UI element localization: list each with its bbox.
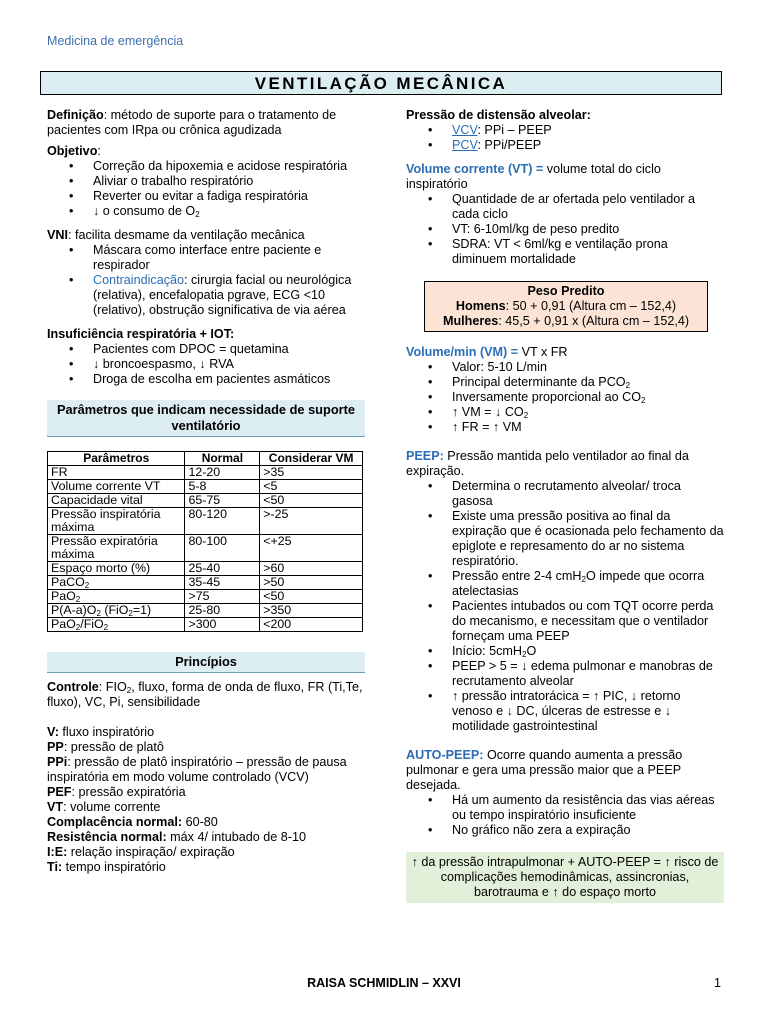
term: VT bbox=[47, 800, 64, 814]
list-item: • Há um aumento da resistência das vias aéreas ou tempo inspiratório insuficiente bbox=[406, 793, 724, 823]
list-item: • Valor: 5-10 L/min bbox=[406, 360, 724, 375]
list-item: • SDRA: VT < 6ml/kg e ventilação prona diminuem mortalidade bbox=[406, 237, 724, 267]
table-cell: 12-20 bbox=[185, 466, 260, 480]
list-item-text: O impede que ocorra atelectasias bbox=[452, 569, 705, 598]
list-item: • Existe uma pressão positiva ao final da expiração que é ocasionada pelo fechamento da epiglote e represamento do ar no sistema respiratório. bbox=[406, 509, 724, 569]
minute-volume-list bbox=[406, 360, 724, 435]
subscript: 2 bbox=[84, 581, 90, 590]
table-cell: >300 bbox=[185, 618, 260, 632]
table-cell bbox=[48, 618, 185, 632]
vni-paragraph bbox=[47, 228, 365, 243]
list-item bbox=[47, 204, 365, 219]
control-text: : FIO bbox=[98, 680, 127, 694]
women-formula: : 45,5 + 0,91 x (Altura cm – 152,4) bbox=[498, 314, 690, 328]
peep-label: PEEP: bbox=[406, 449, 444, 463]
term-text: máx 4/ intubado de 8-10 bbox=[166, 830, 307, 844]
definition-line bbox=[47, 830, 365, 845]
list-item: • Determina o recrutamento alveolar/ troca gasosa bbox=[406, 479, 724, 509]
page-title: VENTILAÇÃO MECÂNICA bbox=[40, 71, 722, 95]
table-row bbox=[48, 590, 363, 604]
ir-list bbox=[47, 342, 365, 387]
cell-text: PaO bbox=[51, 589, 76, 603]
list-item-text: Inversamente proporcional ao CO bbox=[452, 390, 642, 404]
list-item-text: ↓ o consumo de O bbox=[93, 204, 196, 218]
table-cell: Pressão inspiratória máxima bbox=[48, 508, 185, 535]
vcv-link[interactable]: VCV bbox=[452, 123, 478, 137]
women-label: Mulheres bbox=[442, 314, 499, 328]
list-item bbox=[406, 644, 724, 659]
predicted-weight-title: Peso Predito bbox=[527, 284, 605, 298]
table-row bbox=[48, 618, 363, 632]
contraindication-label: Contraindicação bbox=[93, 273, 185, 287]
list-item-text: Início: 5cmH bbox=[452, 644, 522, 658]
list-item: • Quantidade de ar ofertada pelo ventilador a cada ciclo bbox=[406, 192, 724, 222]
table-header-row bbox=[48, 452, 363, 466]
cell-text: PaCO bbox=[51, 575, 85, 589]
vni-list bbox=[47, 243, 365, 318]
term-text: : pressão de platô bbox=[63, 740, 164, 754]
contraindication-text: : cirurgia facial ou neurológica (relativa), encefalopatia pgrave, ECG <10 (relativo), obstrução significativa de via aérea bbox=[93, 273, 352, 317]
auto-peep-text: Ocorre quando aumenta a pressão pulmonar e gera uma pressão maior que a PEEP desejada. bbox=[406, 748, 683, 792]
table-cell bbox=[48, 604, 185, 618]
list-item bbox=[406, 138, 724, 153]
peep-list bbox=[406, 479, 724, 734]
term: Resistência normal: bbox=[47, 830, 167, 844]
list-item: • Pacientes intubados ou com TQT ocorre perda do mecanismo, e necessitam que o ventilador forneçam uma PEEP bbox=[406, 599, 724, 644]
auto-peep-paragraph bbox=[406, 748, 724, 793]
tidal-volume-paragraph bbox=[406, 162, 724, 192]
term-text: : volume corrente bbox=[63, 800, 161, 814]
page-number: 1 bbox=[714, 976, 721, 990]
pcv-link[interactable]: PCV bbox=[452, 138, 478, 152]
auto-peep-list bbox=[406, 793, 724, 838]
auto-peep-label: AUTO-PEEP: bbox=[406, 748, 484, 762]
table-row bbox=[48, 480, 363, 494]
list-item: • VT: 6-10ml/kg de peso predito bbox=[406, 222, 724, 237]
definition-paragraph bbox=[47, 108, 365, 138]
table-cell: <50 bbox=[260, 494, 363, 508]
distension-list bbox=[406, 123, 724, 153]
table-row bbox=[48, 494, 363, 508]
subscript: 2 bbox=[523, 411, 529, 420]
list-item: • PEEP > 5 = ↓ edema pulmonar e manobras de recrutamento alveolar bbox=[406, 659, 724, 689]
table-row bbox=[48, 562, 363, 576]
table-cell: 65-75 bbox=[185, 494, 260, 508]
term: PEF bbox=[47, 785, 72, 799]
table-cell: >60 bbox=[260, 562, 363, 576]
tidal-volume-list bbox=[406, 192, 724, 267]
table-cell: >50 bbox=[260, 576, 363, 590]
men-label: Homens bbox=[455, 299, 506, 313]
subscript: 2 bbox=[96, 609, 101, 618]
list-item bbox=[406, 390, 724, 405]
control-label: Controle bbox=[47, 680, 99, 694]
tidal-volume-text: volume total do ciclo inspiratório bbox=[406, 162, 661, 191]
footer-author: RAISA SCHMIDLIN – XXVI bbox=[307, 976, 461, 990]
definition-label: Definição bbox=[47, 108, 104, 122]
principles-box-title: Princípios bbox=[47, 652, 365, 673]
table-cell: Espaço morto (%) bbox=[48, 562, 185, 576]
subscript: 2 bbox=[75, 595, 81, 604]
term: PPi bbox=[47, 755, 68, 769]
list-item: • Pacientes com DPOC = quetamina bbox=[47, 342, 365, 357]
list-item: • ↑ pressão intratorácica = ↑ PIC, ↓ retorno venoso e ↓ DC, úlceras de estresse e ↓ motilidade gastrointestinal bbox=[406, 689, 724, 734]
term-text: : pressão de platô inspiratório – pressão de pausa inspiratória em modo volume controlado (VCV) bbox=[47, 755, 347, 784]
table-cell: >-25 bbox=[260, 508, 363, 535]
term: PP bbox=[47, 740, 64, 754]
table-cell bbox=[48, 576, 185, 590]
table-cell: <50 bbox=[260, 590, 363, 604]
objective-colon: : bbox=[97, 144, 101, 158]
minute-volume-text: VT x FR bbox=[518, 345, 568, 359]
tidal-volume-label: Volume corrente (VT) = bbox=[406, 162, 544, 176]
parameters-table bbox=[47, 451, 363, 632]
peep-text: Pressão mantida pelo ventilador ao final da expiração. bbox=[406, 449, 689, 478]
list-item: • Droga de escolha em pacientes asmáticos bbox=[47, 372, 365, 387]
subscript: 2 bbox=[522, 650, 527, 659]
objective-heading bbox=[47, 144, 365, 159]
table-cell: 5-8 bbox=[185, 480, 260, 494]
definition-line bbox=[47, 815, 365, 830]
list-item: • ↑ FR = ↑ VM bbox=[406, 420, 724, 435]
term: Complacência normal: bbox=[47, 815, 183, 829]
list-item-text: ↑ VM = ↓ CO bbox=[452, 405, 524, 419]
table-cell: 25-40 bbox=[185, 562, 260, 576]
predicted-weight-women bbox=[429, 314, 703, 329]
term: Ti: bbox=[47, 860, 63, 874]
cell-text: PaO bbox=[51, 617, 76, 631]
term-text: tempo inspiratório bbox=[62, 860, 166, 874]
table-cell: >35 bbox=[260, 466, 363, 480]
subscript: 2 bbox=[641, 396, 646, 405]
objective-list bbox=[47, 159, 365, 219]
list-item bbox=[406, 375, 724, 390]
list-item: • Reverter ou evitar a fadiga respiratória bbox=[47, 189, 365, 204]
right-column bbox=[406, 108, 724, 903]
objective-label: Objetivo bbox=[47, 144, 98, 158]
list-item-text: O bbox=[526, 644, 537, 658]
cell-text: =1) bbox=[132, 603, 152, 617]
table-cell: Capacidade vital bbox=[48, 494, 185, 508]
table-cell: <+25 bbox=[260, 535, 363, 562]
table-cell: FR bbox=[48, 466, 185, 480]
list-item-text: Principal determinante da PCO bbox=[452, 375, 626, 389]
definition-line bbox=[47, 725, 365, 740]
table-cell: <5 bbox=[260, 480, 363, 494]
table-cell: <200 bbox=[260, 618, 363, 632]
predicted-weight-box bbox=[424, 281, 708, 332]
list-item: • Máscara como interface entre paciente e respirador bbox=[47, 243, 365, 273]
column-header: Considerar VM bbox=[260, 452, 363, 466]
table-cell: >75 bbox=[185, 590, 260, 604]
vni-text: : facilita desmame da ventilação mecânica bbox=[68, 228, 305, 242]
definition-line bbox=[47, 785, 365, 800]
cell-text: (FiO bbox=[100, 603, 129, 617]
peep-paragraph bbox=[406, 449, 724, 479]
table-row bbox=[48, 508, 363, 535]
table-cell: 25-80 bbox=[185, 604, 260, 618]
list-item-text: : PPi – PEEP bbox=[477, 123, 552, 137]
list-item: • Aliviar o trabalho respiratório bbox=[47, 174, 365, 189]
definition-line bbox=[47, 845, 365, 860]
subscript: 2 bbox=[103, 623, 109, 632]
running-header: Medicina de emergência bbox=[47, 34, 184, 48]
ir-heading: Insuficiência respiratória + IOT: bbox=[47, 327, 235, 341]
list-item: • Correção da hipoxemia e acidose respiratória bbox=[47, 159, 365, 174]
minute-volume-label: Volume/min (VM) = bbox=[406, 345, 519, 359]
list-item-text: Pressão entre 2-4 cmH bbox=[452, 569, 582, 583]
list-item bbox=[47, 273, 365, 318]
subscript: 2 bbox=[581, 575, 586, 584]
term-text: : pressão expiratória bbox=[71, 785, 186, 799]
term: V: bbox=[47, 725, 59, 739]
term-text: 60-80 bbox=[182, 815, 218, 829]
left-column bbox=[47, 108, 365, 875]
subscript: 2 bbox=[625, 381, 631, 390]
list-item bbox=[406, 405, 724, 420]
table-row bbox=[48, 535, 363, 562]
predicted-weight-men bbox=[429, 299, 703, 314]
vni-label: VNI bbox=[47, 228, 68, 242]
table-row bbox=[48, 576, 363, 590]
table-cell: 35-45 bbox=[185, 576, 260, 590]
cell-text: P(A-a)O bbox=[51, 603, 97, 617]
table-cell: Volume corrente VT bbox=[48, 480, 185, 494]
list-item: • ↓ broncoespasmo, ↓ RVA bbox=[47, 357, 365, 372]
table-cell bbox=[48, 590, 185, 604]
subscript: 2 bbox=[128, 609, 133, 618]
column-header: Normal bbox=[185, 452, 260, 466]
parameters-box-title: Parâmetros que indicam necessidade de suporte ventilatório bbox=[47, 400, 365, 437]
term: I:E: bbox=[47, 845, 68, 859]
control-text: , fluxo, forma de onda de fluxo, FR (Ti,Te, fluxo), VC, Pi, sensibilidade bbox=[47, 680, 363, 709]
list-item bbox=[406, 123, 724, 138]
table-cell: Pressão expiratória máxima bbox=[48, 535, 185, 562]
distension-heading: Pressão de distensão alveolar: bbox=[406, 108, 591, 122]
definition-text: : método de suporte para o tratamento de pacientes com IRpa ou crônica agudizada bbox=[47, 108, 337, 137]
table-row bbox=[48, 604, 363, 618]
list-item-text: : PPi/PEEP bbox=[477, 138, 542, 152]
definition-line bbox=[47, 755, 365, 785]
control-paragraph bbox=[47, 680, 365, 710]
definition-line bbox=[47, 740, 365, 755]
risk-callout-box: ↑ da pressão intrapulmonar + AUTO-PEEP = ↑ risco de complicações hemodinâmicas, assincronias, barotrauma e ↑ do espaço morto bbox=[406, 852, 724, 903]
cell-text: /FiO bbox=[80, 617, 104, 631]
list-item bbox=[406, 569, 724, 599]
term-text: relação inspiração/ expiração bbox=[67, 845, 235, 859]
definition-line bbox=[47, 800, 365, 815]
subscript: 2 bbox=[75, 623, 81, 632]
definition-line bbox=[47, 860, 365, 875]
table-cell: >350 bbox=[260, 604, 363, 618]
list-item: • No gráfico não zera a expiração bbox=[406, 823, 724, 838]
subscript: 2 bbox=[126, 686, 132, 695]
column-header: Parâmetros bbox=[48, 452, 185, 466]
table-row bbox=[48, 466, 363, 480]
term-text: fluxo inspiratório bbox=[58, 725, 155, 739]
men-formula: : 50 + 0,91 (Altura cm – 152,4) bbox=[505, 299, 677, 313]
subscript: 2 bbox=[195, 210, 200, 219]
minute-volume-paragraph bbox=[406, 345, 724, 360]
table-cell: 80-120 bbox=[185, 508, 260, 535]
table-cell: 80-100 bbox=[185, 535, 260, 562]
